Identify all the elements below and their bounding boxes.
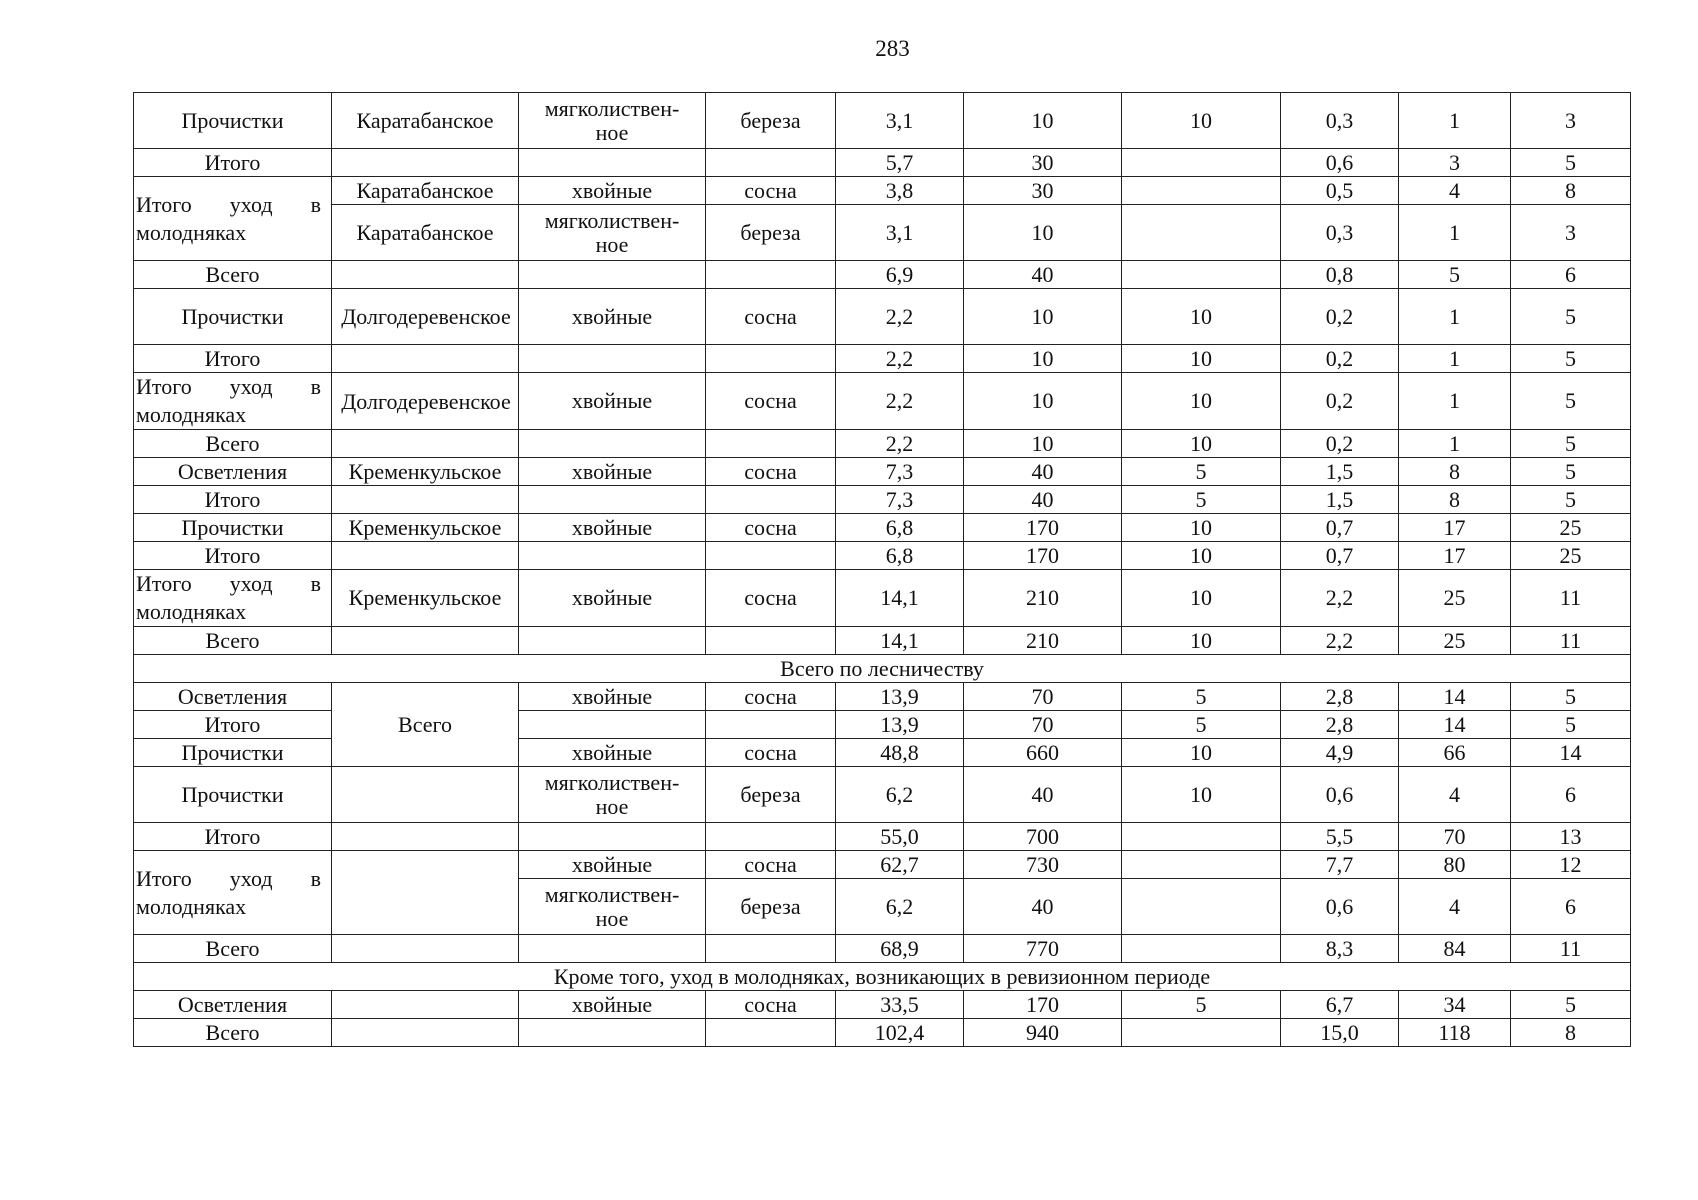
forestry-cell: Каратабанское bbox=[332, 205, 519, 261]
recurrence-cell bbox=[1122, 823, 1281, 851]
annual-area-cell: 15,0 bbox=[1281, 1019, 1399, 1047]
volume-cell: 210 bbox=[964, 627, 1122, 655]
area-cell: 68,9 bbox=[836, 935, 964, 963]
recurrence-cell: 10 bbox=[1122, 627, 1281, 655]
annual-volume-cell: 118 bbox=[1399, 1019, 1511, 1047]
table-row bbox=[134, 149, 1631, 177]
species-cell bbox=[706, 149, 836, 177]
forestry-cell bbox=[332, 261, 519, 289]
tree-group-cell: мягколиствен- ное bbox=[519, 879, 706, 935]
area-cell: 6,8 bbox=[836, 514, 964, 542]
volume-cell: 700 bbox=[964, 823, 1122, 851]
row-label-cell: Осветления bbox=[134, 683, 332, 711]
annual-area-cell: 6,7 bbox=[1281, 991, 1399, 1019]
section-row bbox=[134, 963, 1631, 991]
recurrence-cell bbox=[1122, 935, 1281, 963]
row-label-cell: Всего bbox=[134, 430, 332, 458]
row-label-cell: Итого уход в молодняках bbox=[134, 851, 332, 935]
volume-cell: 40 bbox=[964, 486, 1122, 514]
area-cell: 48,8 bbox=[836, 739, 964, 767]
annual-area-cell: 0,2 bbox=[1281, 373, 1399, 430]
tree-group-cell bbox=[519, 430, 706, 458]
tree-group-cell: мягколиствен- ное bbox=[519, 93, 706, 149]
recurrence-cell: 10 bbox=[1122, 373, 1281, 430]
volume-cell: 10 bbox=[964, 93, 1122, 149]
annual-area-cell: 0,5 bbox=[1281, 177, 1399, 205]
row-label-cell: Итого уход в молодняках bbox=[134, 570, 332, 627]
row-label-cell: Прочистки bbox=[134, 739, 332, 767]
row-label-cell: Итого bbox=[134, 149, 332, 177]
row-label-cell: Прочистки bbox=[134, 767, 332, 823]
recurrence-cell: 5 bbox=[1122, 711, 1281, 739]
table-row bbox=[134, 345, 1631, 373]
forestry-cell bbox=[332, 935, 519, 963]
annual-area-cell: 0,2 bbox=[1281, 345, 1399, 373]
volume-cell: 40 bbox=[964, 458, 1122, 486]
forestry-cell: Кременкульское bbox=[332, 458, 519, 486]
row-label-cell: Всего bbox=[134, 1019, 332, 1047]
recurrence-cell: 10 bbox=[1122, 345, 1281, 373]
table-row bbox=[134, 823, 1631, 851]
tree-group-cell: хвойные bbox=[519, 851, 706, 879]
area-cell: 2,2 bbox=[836, 289, 964, 345]
intensity-cell: 5 bbox=[1511, 991, 1631, 1019]
area-cell: 13,9 bbox=[836, 711, 964, 739]
forestry-cell bbox=[332, 345, 519, 373]
forestry-care-table bbox=[133, 92, 1631, 1047]
volume-cell: 30 bbox=[964, 177, 1122, 205]
annual-volume-cell: 25 bbox=[1399, 627, 1511, 655]
intensity-cell: 5 bbox=[1511, 289, 1631, 345]
annual-area-cell: 2,2 bbox=[1281, 570, 1399, 627]
annual-area-cell: 1,5 bbox=[1281, 486, 1399, 514]
table-row bbox=[134, 542, 1631, 570]
forestry-cell: Каратабанское bbox=[332, 93, 519, 149]
species-cell bbox=[706, 261, 836, 289]
forestry-cell bbox=[332, 149, 519, 177]
intensity-cell: 5 bbox=[1511, 458, 1631, 486]
tree-group-cell bbox=[519, 542, 706, 570]
intensity-cell: 6 bbox=[1511, 879, 1631, 935]
table-row bbox=[134, 458, 1631, 486]
species-cell: береза bbox=[706, 93, 836, 149]
annual-area-cell: 0,6 bbox=[1281, 149, 1399, 177]
annual-volume-cell: 1 bbox=[1399, 205, 1511, 261]
annual-area-cell: 0,6 bbox=[1281, 879, 1399, 935]
intensity-cell: 5 bbox=[1511, 711, 1631, 739]
annual-volume-cell: 25 bbox=[1399, 570, 1511, 627]
recurrence-cell: 5 bbox=[1122, 486, 1281, 514]
intensity-cell: 3 bbox=[1511, 205, 1631, 261]
volume-cell: 170 bbox=[964, 514, 1122, 542]
annual-area-cell: 5,5 bbox=[1281, 823, 1399, 851]
tree-group-cell: хвойные bbox=[519, 683, 706, 711]
annual-volume-cell: 4 bbox=[1399, 879, 1511, 935]
intensity-cell: 5 bbox=[1511, 345, 1631, 373]
volume-cell: 10 bbox=[964, 289, 1122, 345]
annual-area-cell: 2,8 bbox=[1281, 683, 1399, 711]
annual-volume-cell: 1 bbox=[1399, 430, 1511, 458]
annual-area-cell: 0,3 bbox=[1281, 93, 1399, 149]
intensity-cell: 3 bbox=[1511, 93, 1631, 149]
recurrence-cell bbox=[1122, 177, 1281, 205]
forestry-cell bbox=[332, 542, 519, 570]
tree-group-cell: мягколиствен- ное bbox=[519, 205, 706, 261]
row-label-cell: Итого bbox=[134, 711, 332, 739]
annual-area-cell: 2,8 bbox=[1281, 711, 1399, 739]
volume-cell: 70 bbox=[964, 683, 1122, 711]
annual-area-cell: 0,6 bbox=[1281, 767, 1399, 823]
intensity-cell: 5 bbox=[1511, 149, 1631, 177]
volume-cell: 660 bbox=[964, 739, 1122, 767]
volume-cell: 40 bbox=[964, 261, 1122, 289]
annual-volume-cell: 1 bbox=[1399, 289, 1511, 345]
recurrence-cell: 10 bbox=[1122, 289, 1281, 345]
species-cell bbox=[706, 935, 836, 963]
annual-volume-cell: 80 bbox=[1399, 851, 1511, 879]
annual-area-cell: 4,9 bbox=[1281, 739, 1399, 767]
tree-group-cell bbox=[519, 823, 706, 851]
table-row bbox=[134, 261, 1631, 289]
volume-cell: 10 bbox=[964, 205, 1122, 261]
row-label-cell: Всего bbox=[134, 935, 332, 963]
species-cell: береза bbox=[706, 767, 836, 823]
area-cell: 5,7 bbox=[836, 149, 964, 177]
section-heading: Всего по лесничеству bbox=[134, 655, 1631, 683]
row-label-cell: Осветления bbox=[134, 991, 332, 1019]
intensity-cell: 13 bbox=[1511, 823, 1631, 851]
area-cell: 6,9 bbox=[836, 261, 964, 289]
annual-volume-cell: 4 bbox=[1399, 177, 1511, 205]
row-label-cell: Итого bbox=[134, 542, 332, 570]
recurrence-cell bbox=[1122, 879, 1281, 935]
tree-group-cell bbox=[519, 711, 706, 739]
volume-cell: 40 bbox=[964, 879, 1122, 935]
species-cell bbox=[706, 823, 836, 851]
row-label-cell: Прочистки bbox=[134, 514, 332, 542]
tree-group-cell: хвойные bbox=[519, 373, 706, 430]
section-row bbox=[134, 655, 1631, 683]
intensity-cell: 8 bbox=[1511, 177, 1631, 205]
annual-area-cell: 0,8 bbox=[1281, 261, 1399, 289]
table-row bbox=[134, 514, 1631, 542]
area-cell: 6,2 bbox=[836, 767, 964, 823]
table-row bbox=[134, 205, 1631, 261]
forestry-cell: Кременкульское bbox=[332, 570, 519, 627]
area-cell: 13,9 bbox=[836, 683, 964, 711]
intensity-cell: 6 bbox=[1511, 261, 1631, 289]
recurrence-cell bbox=[1122, 1019, 1281, 1047]
volume-cell: 170 bbox=[964, 991, 1122, 1019]
forestry-cell bbox=[332, 430, 519, 458]
table-row bbox=[134, 177, 1631, 205]
annual-volume-cell: 70 bbox=[1399, 823, 1511, 851]
recurrence-cell: 10 bbox=[1122, 542, 1281, 570]
recurrence-cell bbox=[1122, 851, 1281, 879]
row-label-cell: Прочистки bbox=[134, 289, 332, 345]
intensity-cell: 5 bbox=[1511, 373, 1631, 430]
annual-volume-cell: 1 bbox=[1399, 93, 1511, 149]
species-cell: сосна bbox=[706, 373, 836, 430]
volume-cell: 940 bbox=[964, 1019, 1122, 1047]
forestry-cell: Каратабанское bbox=[332, 177, 519, 205]
area-cell: 3,1 bbox=[836, 93, 964, 149]
annual-area-cell: 0,2 bbox=[1281, 430, 1399, 458]
tree-group-cell bbox=[519, 627, 706, 655]
tree-group-cell bbox=[519, 935, 706, 963]
forestry-cell bbox=[332, 627, 519, 655]
table-row bbox=[134, 430, 1631, 458]
forestry-cell bbox=[332, 1019, 519, 1047]
intensity-cell: 8 bbox=[1511, 1019, 1631, 1047]
annual-volume-cell: 4 bbox=[1399, 767, 1511, 823]
table-body bbox=[134, 93, 1631, 1047]
species-cell bbox=[706, 542, 836, 570]
volume-cell: 770 bbox=[964, 935, 1122, 963]
tree-group-cell: хвойные bbox=[519, 177, 706, 205]
annual-area-cell: 2,2 bbox=[1281, 627, 1399, 655]
recurrence-cell bbox=[1122, 149, 1281, 177]
annual-volume-cell: 17 bbox=[1399, 514, 1511, 542]
species-cell: береза bbox=[706, 879, 836, 935]
table-row bbox=[134, 570, 1631, 627]
row-label-cell: Итого bbox=[134, 823, 332, 851]
species-cell bbox=[706, 627, 836, 655]
annual-volume-cell: 3 bbox=[1399, 149, 1511, 177]
intensity-cell: 6 bbox=[1511, 767, 1631, 823]
area-cell: 62,7 bbox=[836, 851, 964, 879]
recurrence-cell: 5 bbox=[1122, 458, 1281, 486]
species-cell: сосна bbox=[706, 570, 836, 627]
intensity-cell: 5 bbox=[1511, 486, 1631, 514]
tree-group-cell: хвойные bbox=[519, 514, 706, 542]
tree-group-cell bbox=[519, 486, 706, 514]
intensity-cell: 25 bbox=[1511, 542, 1631, 570]
annual-area-cell: 7,7 bbox=[1281, 851, 1399, 879]
area-cell: 3,1 bbox=[836, 205, 964, 261]
species-cell: сосна bbox=[706, 458, 836, 486]
annual-area-cell: 0,3 bbox=[1281, 205, 1399, 261]
recurrence-cell: 10 bbox=[1122, 514, 1281, 542]
area-cell: 7,3 bbox=[836, 458, 964, 486]
area-cell: 102,4 bbox=[836, 1019, 964, 1047]
area-cell: 14,1 bbox=[836, 627, 964, 655]
annual-area-cell: 1,5 bbox=[1281, 458, 1399, 486]
species-cell: сосна bbox=[706, 991, 836, 1019]
forestry-cell bbox=[332, 851, 519, 935]
area-cell: 2,2 bbox=[836, 373, 964, 430]
area-cell: 7,3 bbox=[836, 486, 964, 514]
row-label-cell: Всего bbox=[134, 261, 332, 289]
species-cell bbox=[706, 430, 836, 458]
annual-area-cell: 8,3 bbox=[1281, 935, 1399, 963]
volume-cell: 40 bbox=[964, 767, 1122, 823]
species-cell: береза bbox=[706, 205, 836, 261]
intensity-cell: 14 bbox=[1511, 739, 1631, 767]
tree-group-cell: хвойные bbox=[519, 289, 706, 345]
row-label-cell: Прочистки bbox=[134, 93, 332, 149]
table-row bbox=[134, 486, 1631, 514]
table-row bbox=[134, 767, 1631, 823]
area-cell: 33,5 bbox=[836, 991, 964, 1019]
tree-group-cell: хвойные bbox=[519, 570, 706, 627]
recurrence-cell: 10 bbox=[1122, 93, 1281, 149]
forestry-cell: Долгодеревенское bbox=[332, 289, 519, 345]
recurrence-cell: 10 bbox=[1122, 767, 1281, 823]
annual-area-cell: 0,2 bbox=[1281, 289, 1399, 345]
tree-group-cell: хвойные bbox=[519, 458, 706, 486]
annual-volume-cell: 5 bbox=[1399, 261, 1511, 289]
annual-volume-cell: 1 bbox=[1399, 345, 1511, 373]
tree-group-cell bbox=[519, 1019, 706, 1047]
annual-volume-cell: 14 bbox=[1399, 711, 1511, 739]
volume-cell: 210 bbox=[964, 570, 1122, 627]
annual-volume-cell: 1 bbox=[1399, 373, 1511, 430]
recurrence-cell bbox=[1122, 261, 1281, 289]
species-cell bbox=[706, 486, 836, 514]
volume-cell: 30 bbox=[964, 149, 1122, 177]
intensity-cell: 5 bbox=[1511, 430, 1631, 458]
volume-cell: 70 bbox=[964, 711, 1122, 739]
area-cell: 2,2 bbox=[836, 430, 964, 458]
annual-volume-cell: 8 bbox=[1399, 486, 1511, 514]
table-row bbox=[134, 683, 1631, 711]
forestry-cell bbox=[332, 486, 519, 514]
tree-group-cell bbox=[519, 261, 706, 289]
table-row bbox=[134, 93, 1631, 149]
volume-cell: 10 bbox=[964, 345, 1122, 373]
annual-volume-cell: 84 bbox=[1399, 935, 1511, 963]
intensity-cell: 11 bbox=[1511, 570, 1631, 627]
species-cell: сосна bbox=[706, 177, 836, 205]
recurrence-cell bbox=[1122, 205, 1281, 261]
species-cell bbox=[706, 711, 836, 739]
tree-group-cell: хвойные bbox=[519, 739, 706, 767]
species-cell: сосна bbox=[706, 851, 836, 879]
recurrence-cell: 10 bbox=[1122, 430, 1281, 458]
recurrence-cell: 5 bbox=[1122, 991, 1281, 1019]
forestry-cell bbox=[332, 823, 519, 851]
species-cell bbox=[706, 1019, 836, 1047]
area-cell: 3,8 bbox=[836, 177, 964, 205]
table-row bbox=[134, 935, 1631, 963]
area-cell: 6,2 bbox=[836, 879, 964, 935]
area-cell: 6,8 bbox=[836, 542, 964, 570]
species-cell: сосна bbox=[706, 289, 836, 345]
tree-group-cell: мягколиствен- ное bbox=[519, 767, 706, 823]
intensity-cell: 25 bbox=[1511, 514, 1631, 542]
annual-area-cell: 0,7 bbox=[1281, 514, 1399, 542]
table-row bbox=[134, 627, 1631, 655]
recurrence-cell: 10 bbox=[1122, 570, 1281, 627]
volume-cell: 10 bbox=[964, 373, 1122, 430]
tree-group-cell bbox=[519, 149, 706, 177]
area-cell: 55,0 bbox=[836, 823, 964, 851]
row-label-cell: Итого bbox=[134, 486, 332, 514]
species-cell: сосна bbox=[706, 514, 836, 542]
recurrence-cell: 10 bbox=[1122, 739, 1281, 767]
table-row bbox=[134, 1019, 1631, 1047]
row-label-cell: Итого уход в молодняках bbox=[134, 177, 332, 261]
forestry-cell: Кременкульское bbox=[332, 514, 519, 542]
row-label-cell: Всего bbox=[134, 627, 332, 655]
tree-group-cell bbox=[519, 345, 706, 373]
section-heading: Кроме того, уход в молодняках, возникающих в ревизионном периоде bbox=[134, 963, 1631, 991]
annual-volume-cell: 66 bbox=[1399, 739, 1511, 767]
area-cell: 2,2 bbox=[836, 345, 964, 373]
intensity-cell: 12 bbox=[1511, 851, 1631, 879]
intensity-cell: 5 bbox=[1511, 683, 1631, 711]
annual-volume-cell: 17 bbox=[1399, 542, 1511, 570]
annual-volume-cell: 34 bbox=[1399, 991, 1511, 1019]
volume-cell: 10 bbox=[964, 430, 1122, 458]
volume-cell: 170 bbox=[964, 542, 1122, 570]
row-label-cell: Осветления bbox=[134, 458, 332, 486]
forestry-cell bbox=[332, 991, 519, 1019]
intensity-cell: 11 bbox=[1511, 627, 1631, 655]
species-cell: сосна bbox=[706, 739, 836, 767]
table-row bbox=[134, 851, 1631, 879]
forestry-cell bbox=[332, 767, 519, 823]
tree-group-cell: хвойные bbox=[519, 991, 706, 1019]
forestry-cell: Всего bbox=[332, 683, 519, 767]
page-number: 283 bbox=[875, 36, 910, 61]
annual-volume-cell: 8 bbox=[1399, 458, 1511, 486]
table-row bbox=[134, 289, 1631, 345]
recurrence-cell: 5 bbox=[1122, 683, 1281, 711]
annual-volume-cell: 14 bbox=[1399, 683, 1511, 711]
row-label-cell: Итого уход в молодняках bbox=[134, 373, 332, 430]
volume-cell: 730 bbox=[964, 851, 1122, 879]
forestry-cell: Долгодеревенское bbox=[332, 373, 519, 430]
row-label-cell: Итого bbox=[134, 345, 332, 373]
annual-area-cell: 0,7 bbox=[1281, 542, 1399, 570]
table-row bbox=[134, 373, 1631, 430]
species-cell bbox=[706, 345, 836, 373]
table-row bbox=[134, 991, 1631, 1019]
species-cell: сосна bbox=[706, 683, 836, 711]
intensity-cell: 11 bbox=[1511, 935, 1631, 963]
area-cell: 14,1 bbox=[836, 570, 964, 627]
